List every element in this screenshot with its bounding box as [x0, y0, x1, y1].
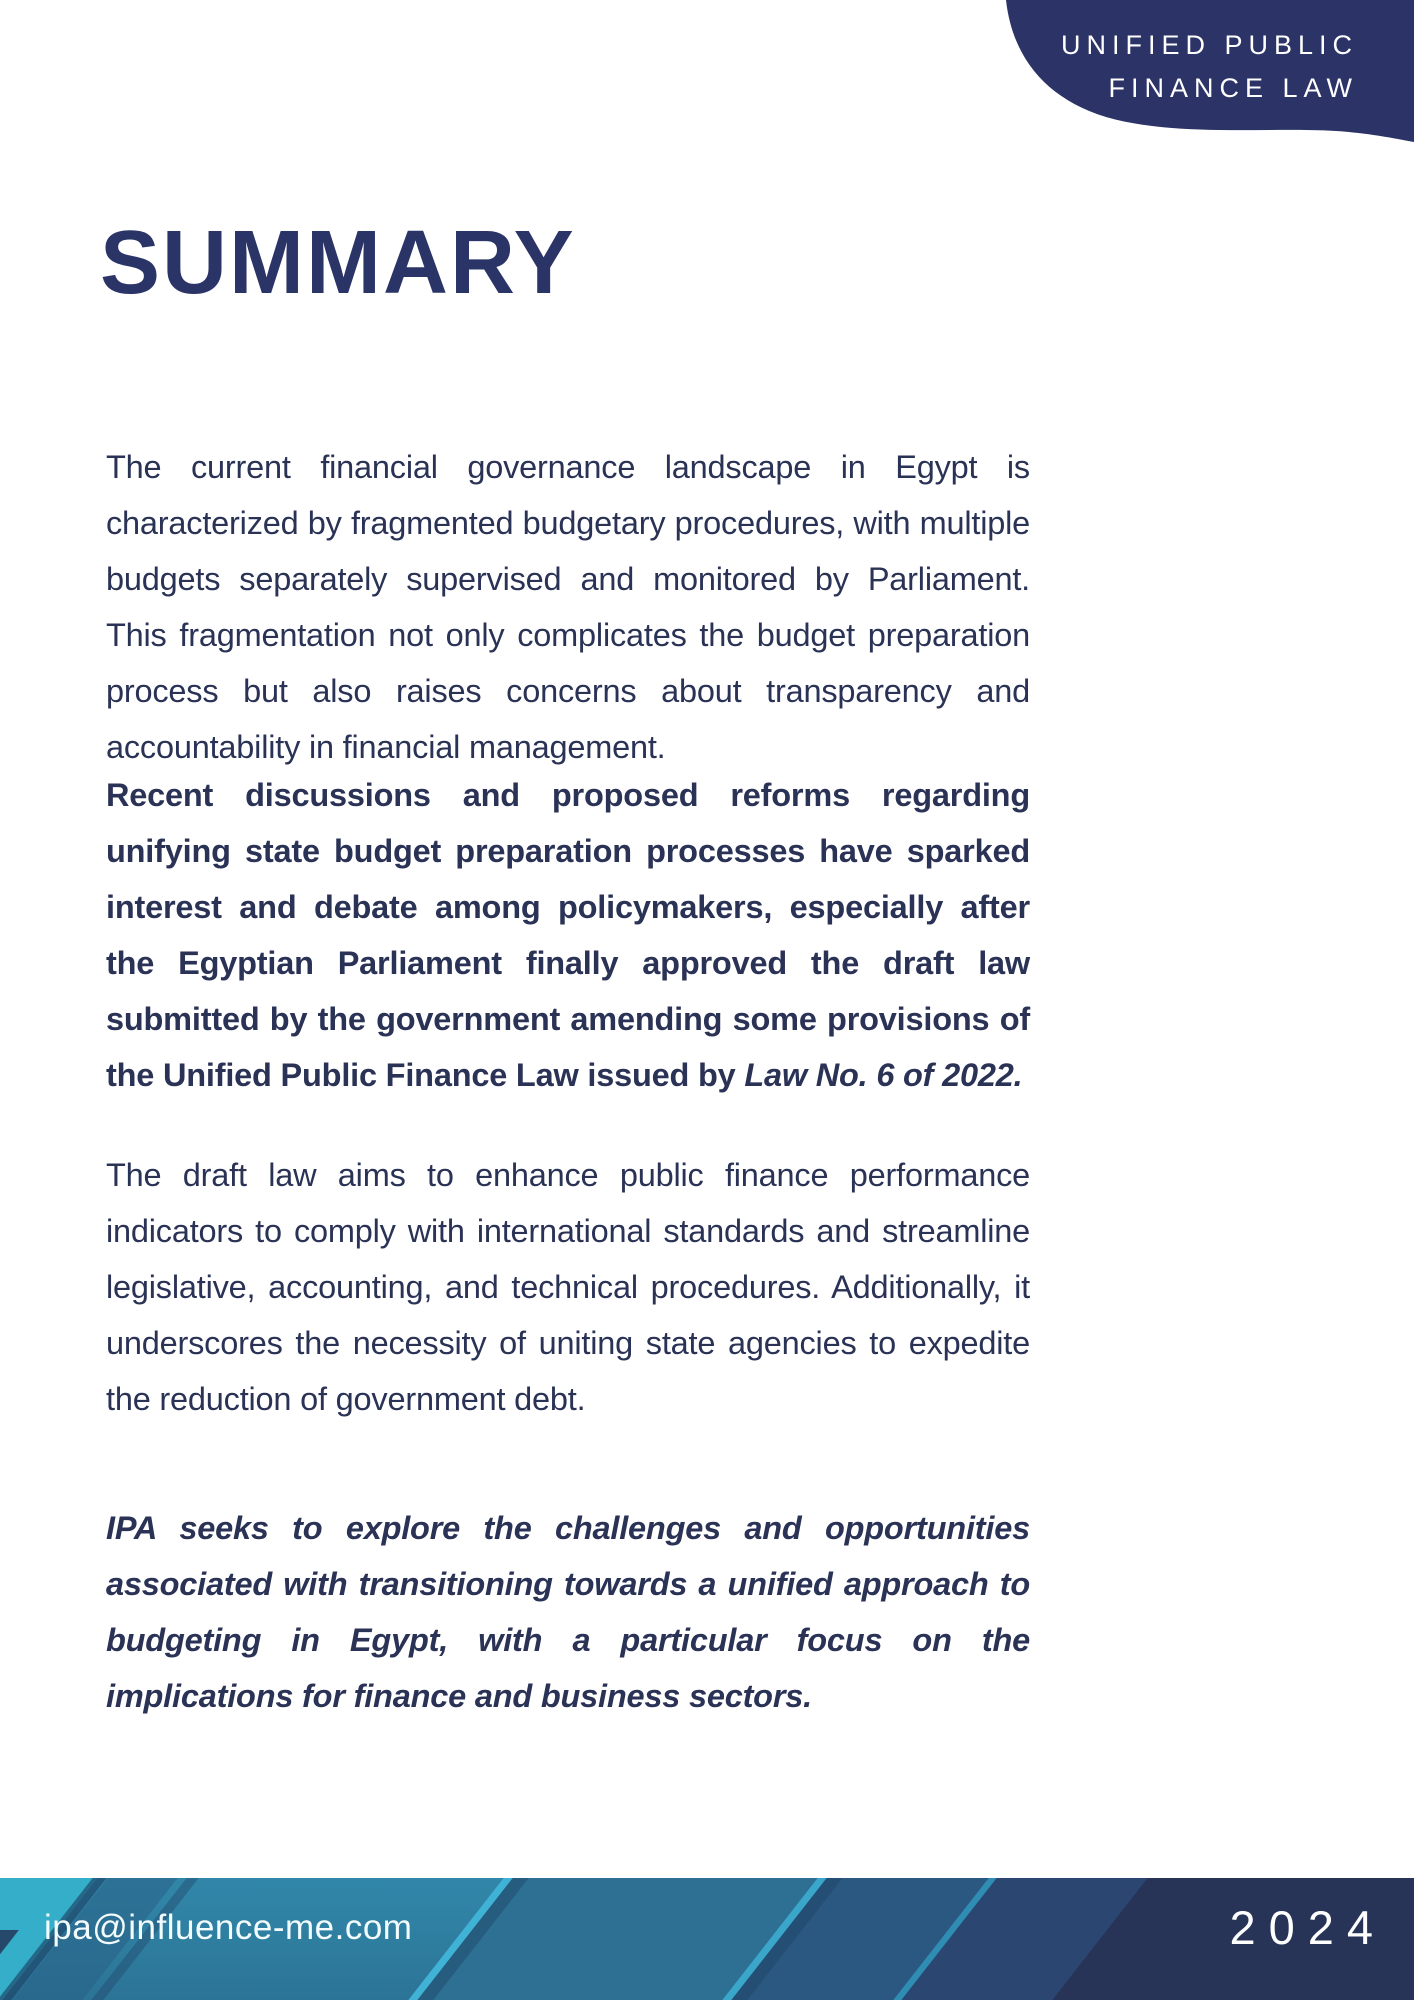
page-title: SUMMARY [100, 213, 576, 314]
badge-title-line2: FINANCE LAW [1108, 73, 1358, 103]
footer-year: 2024 [1229, 1901, 1386, 1954]
paragraph-overview: The current financial governance landscape in Egypt is characterized by fragmented budgetary procedures, with multiple budgets separately supervised and monitored by Parliament. This fragmentation not only complicates the budget preparation process but also raises concerns about transparency and accountability in financial management. [106, 448, 1030, 765]
law-reference: Law No. 6 of 2022. [744, 1056, 1023, 1093]
paragraph-reforms-main: Recent discussions and proposed reforms regarding unifying state budget preparation processes have sparked interest and debate among policymakers, especially after the Egyptian Parliament finally approved the draft law submitted by the government amending some provisions of the Unified Public Finance Law issued by [106, 776, 1030, 1093]
badge-title [1061, 24, 1358, 110]
corner-badge [1006, 0, 1414, 150]
paragraph-draft-law: The draft law aims to enhance public finance performance indicators to comply with international standards and streamline legislative, accounting, and technical procedures. Additionally, it underscores the necessity of uniting state agencies to expedite the reduction of government debt. [106, 1156, 1030, 1417]
paragraph-ipa-focus: IPA seeks to explore the challenges and opportunities associated with transitioning towards a unified approach to budgeting in Egypt, with a particular focus on the implications for finance and business sectors. [106, 1509, 1030, 1714]
footer-bar [0, 1878, 1414, 2000]
badge-title-line1: UNIFIED PUBLIC [1060, 30, 1358, 60]
paragraph-reforms [106, 767, 1030, 1103]
contact-email-link[interactable]: ipa@influence-me.com [44, 1908, 413, 1947]
